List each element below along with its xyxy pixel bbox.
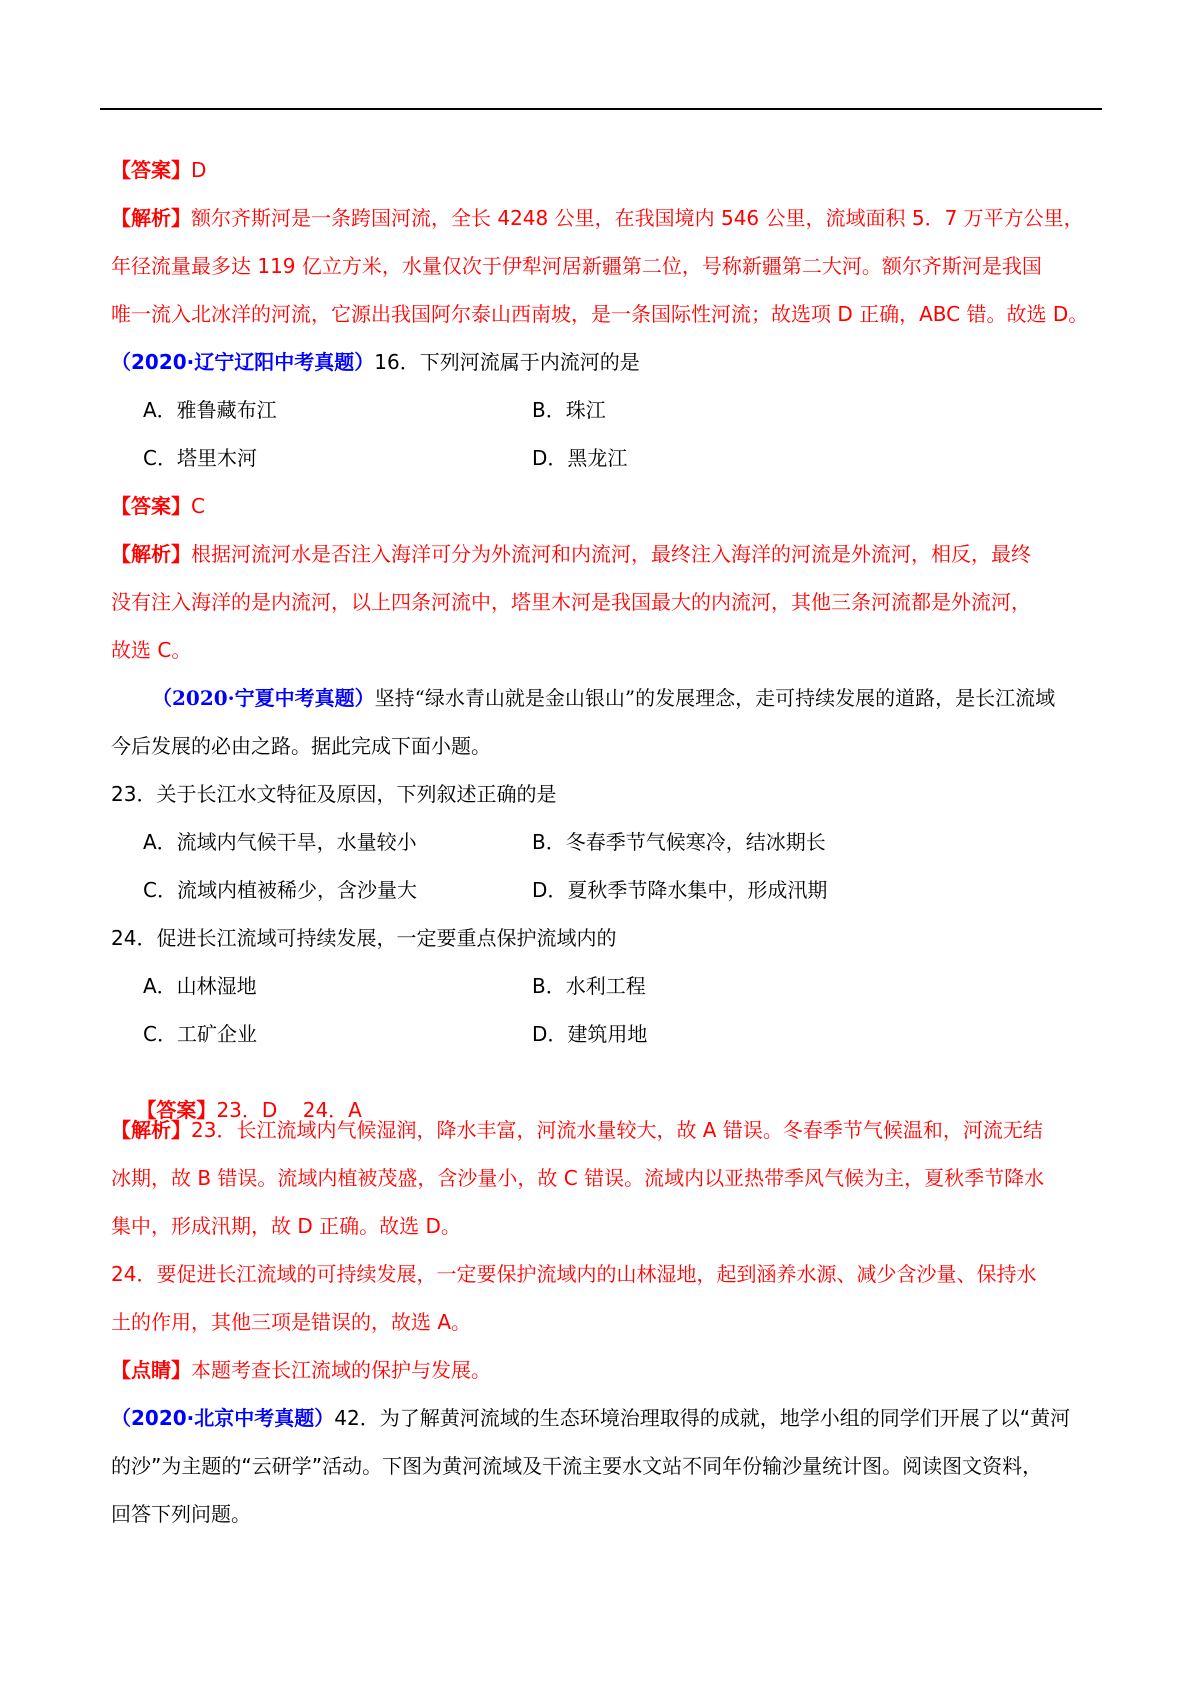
question-24-stem: 24．促进长江流域可持续发展，一定要重点保护流域内的 [111, 926, 617, 950]
analysis-text: 冰期，故 B 错误。流域内植被茂盛，含沙量小，故 C 错误。流域内以亚热带季风气候为主，夏秋季节降水 [111, 1166, 1045, 1190]
comment-text: 本题考查长江流域的保护与发展。 [191, 1358, 491, 1382]
question-source: （2020·宁夏中考真题） [152, 686, 375, 710]
question-stem: 回答下列问题。 [111, 1502, 251, 1526]
option-a: A．雅鲁藏布江 [143, 398, 277, 422]
question-42 [111, 1404, 1101, 1432]
analysis-text: 土的作用，其他三项是错误的，故选 A。 [111, 1310, 472, 1334]
analysis-text: 唯一流入北冰洋的河流，它源出我国阿尔泰山西南坡，是一条国际性河流；故选项 D 正确，ABC 错。故选 D。 [111, 302, 1089, 326]
passage-text: 坚持“绿水青山就是金山银山”的发展理念，走可持续发展的道路，是长江流域 [374, 686, 1056, 710]
answer-label: 【答案】 [111, 494, 191, 518]
option-a: A．山林湿地 [143, 974, 257, 998]
analysis-text: 年径流量最多达 119 亿立方米，水量仅次于伊犁河居新疆第二位，号称新疆第二大河。额尔齐斯河是我国 [111, 254, 1042, 278]
option-c: C．塔里木河 [143, 446, 257, 470]
comment-label: 【点睛】 [111, 1358, 191, 1382]
analysis-text: 24．要促进长江流域的可持续发展，一定要保护流域内的山林湿地，起到涵养水源、减少含沙量、保持水 [111, 1262, 1037, 1286]
option-b: B．珠江 [532, 398, 606, 422]
option-a: A．流域内气候干旱，水量较小 [143, 830, 417, 854]
passage-intro [152, 684, 1102, 712]
header-rule [100, 108, 1102, 110]
analysis-text: 集中，形成汛期，故 D 正确。故选 D。 [111, 1214, 461, 1238]
option-d: D．黑龙江 [532, 446, 628, 470]
answer-label: 【答案】 [111, 158, 191, 182]
option-b: B．水利工程 [532, 974, 646, 998]
option-d: D．建筑用地 [532, 1022, 648, 1046]
question-stem: 42．为了解黄河流域的生态环境治理取得的成就，地学小组的同学们开展了以“黄河 [334, 1406, 1071, 1430]
answer-line [111, 492, 1101, 520]
analysis-text: 没有注入海洋的是内流河，以上四条河流中，塔里木河是我国最大的内流河，其他三条河流都是外流河， [111, 590, 1031, 614]
answer-value: 23．D 24．A [216, 1098, 362, 1122]
analysis-text: 根据河流河水是否注入海洋可分为外流河和内流河，最终注入海洋的河流是外流河，相反，最终 [191, 542, 1031, 566]
analysis-label: 【解析】 [111, 542, 191, 566]
analysis-text: 故选 C。 [111, 638, 192, 662]
analysis-text: 额尔齐斯河是一条跨国河流，全长 4248 公里，在我国境内 546 公里，流域面积 5．7 万平方公里， [191, 206, 1084, 230]
analysis-label: 【解析】 [111, 206, 191, 230]
analysis-line [111, 540, 1101, 568]
option-b: B．冬春季节气候寒冷，结冰期长 [532, 830, 826, 854]
analysis-text: 23．长江流域内气候湿润，降水丰富，河流水量较大，故 A 错误。冬春季节气候温和，河流无结 [191, 1118, 1043, 1142]
question-16 [111, 348, 1101, 376]
comment-line [111, 1356, 1101, 1384]
question-stem: 16．下列河流属于内流河的是 [374, 350, 640, 374]
question-source: （2020·辽宁辽阳中考真题） [111, 350, 375, 374]
answer-value: C [191, 494, 205, 518]
option-c: C．流域内植被稀少，含沙量大 [143, 878, 417, 902]
answer-line [111, 156, 1101, 184]
answer-value: D [191, 158, 207, 182]
analysis-line [111, 204, 1101, 232]
passage-text: 今后发展的必由之路。据此完成下面小题。 [111, 734, 491, 758]
question-source: （2020·北京中考真题） [111, 1406, 335, 1430]
analysis-label: 【解析】 [111, 1118, 191, 1142]
option-d: D．夏秋季节降水集中，形成汛期 [532, 878, 828, 902]
option-c: C．工矿企业 [143, 1022, 257, 1046]
question-23-stem: 23．关于长江水文特征及原因，下列叙述正确的是 [111, 782, 557, 806]
analysis-line [111, 1116, 1101, 1144]
question-stem: 的沙”为主题的“云研学”活动。下图为黄河流域及干流主要水文站不同年份输沙量统计图。阅读图文资料， [111, 1454, 1043, 1478]
answer-label: 【答案】 [136, 1098, 217, 1122]
